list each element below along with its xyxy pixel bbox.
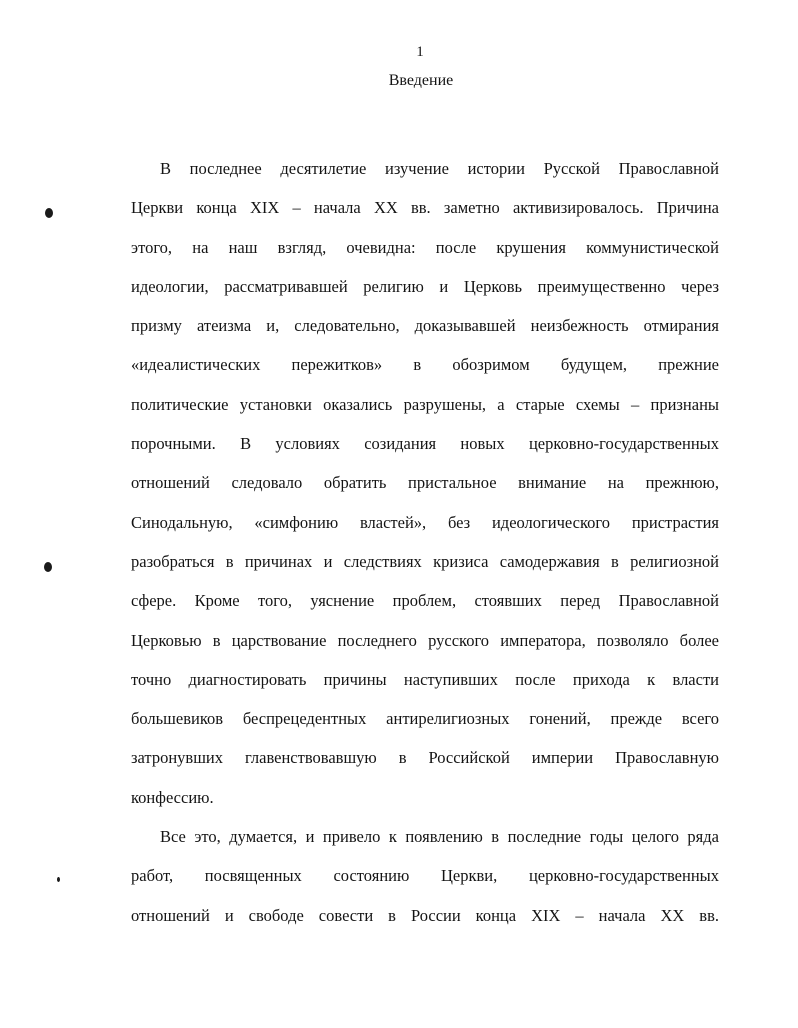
scan-mark (57, 877, 60, 882)
text-line: большевиков беспрецедентных антирелигиозных гонений, прежде всего (131, 709, 719, 729)
text-line: конфессию. (131, 787, 214, 807)
text-line: призму атеизма и, следовательно, доказывавшей неизбежность отмирания (131, 316, 719, 336)
body-text (131, 149, 719, 935)
text-line: работ, посвященных состоянию Церкви, церковно-государственных (131, 866, 719, 886)
scan-mark (44, 562, 52, 572)
text-line: этого, на наш взгляд, очевидна: после крушения коммунистической (131, 237, 719, 257)
text-line: «идеалистических пережитков» в обозримом будущем, прежние (131, 355, 719, 375)
text-line: сфере. Кроме того, уяснение проблем, стоявших перед Православной (131, 591, 719, 611)
scan-mark (45, 208, 53, 218)
text-line: политические установки оказались разрушены, а старые схемы – признаны (131, 394, 719, 414)
text-line: порочными. В условиях созидания новых церковно-государственных (131, 434, 719, 454)
text-line: Церкви конца XIX – начала XX вв. заметно активизировалось. Причина (131, 198, 719, 218)
text-line: затронувших главенствовавшую в Российской империи Православную (131, 748, 719, 768)
text-line: точно диагностировать причины наступивших после прихода к власти (131, 669, 719, 689)
text-line: разобраться в причинах и следствиях кризиса самодержавия в религиозной (131, 551, 719, 571)
text-line: идеологии, рассматривавшей религию и Церковь преимущественно через (131, 276, 719, 296)
text-line: Синодальную, «симфонию властей», без идеологического пристрастия (131, 512, 719, 532)
text-line: отношений следовало обратить пристальное внимание на прежнюю, (131, 473, 719, 493)
text-line: Церковью в царствование последнего русского императора, позволяло более (131, 630, 719, 650)
text-line: В последнее десятилетие изучение истории Русской Православной (160, 159, 719, 178)
page-number: 1 (416, 44, 424, 60)
section-heading: Введение (388, 72, 454, 89)
text-line: Все это, думается, и привело к появлению в последние годы целого ряда (160, 827, 719, 847)
text-line: отношений и свободе совести в России конца XIX – начала XX вв. (131, 905, 719, 925)
